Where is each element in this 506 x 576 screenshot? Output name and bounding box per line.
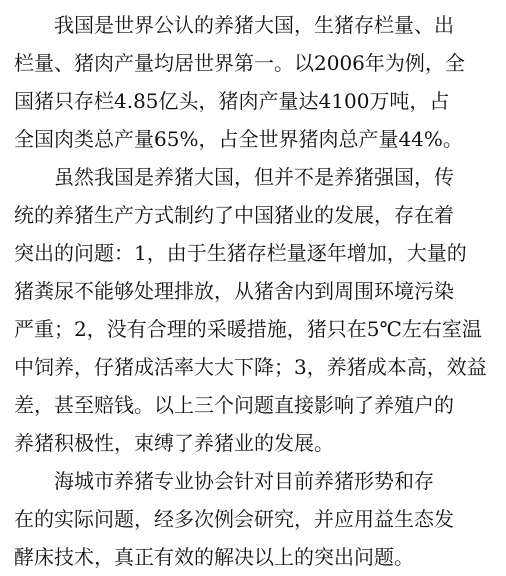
text-line: 国猪只存栏4.85亿头，猪肉产量达4100万吨，占 (14, 89, 450, 113)
text-line: 酵床技术，真正有效的解决以上的突出问题。 (14, 545, 414, 569)
text-line: 全国肉类总产量65%，占全世界猪肉总产量44%。 (14, 127, 463, 151)
text-line: 我国是世界公认的养猪大国，生猪存栏量、出 (54, 13, 454, 37)
text-line: 海城市养猪专业协会针对目前养猪形势和存 (54, 469, 434, 493)
text-line: 严重；2，没有合理的采暖措施，猪只在5℃左右室温 (14, 317, 482, 341)
text-line: 栏量、猪肉产量均居世界第一。以2006年为例，全 (14, 51, 465, 75)
text-line: 养猪积极性，束缚了养猪业的发展。 (14, 431, 334, 455)
text-line: 猪粪尿不能够处理排放，从猪舍内到周围环境污染 (14, 279, 454, 303)
text-line: 突出的问题：1，由于生猪存栏量逐年增加，大量的 (14, 241, 467, 265)
document-body (14, 6, 498, 576)
text-line: 差，甚至赔钱。以上三个问题直接影响了养殖户的 (14, 393, 454, 417)
text-line: 在的实际问题，经多次例会研究，并应用益生态发 (14, 507, 454, 531)
text-line: 统的养猪生产方式制约了中国猪业的发展，存在着 (14, 203, 454, 227)
text-line: 虽然我国是养猪大国，但并不是养猪强国，传 (54, 165, 454, 189)
paragraph-association-solution (14, 462, 498, 576)
paragraph-existing-problems (14, 158, 498, 462)
text-line: 中饲养，仔猪成活率大大下降；3，养猪成本高，效益 (14, 355, 487, 379)
paragraph-pig-industry-overview (14, 6, 498, 158)
